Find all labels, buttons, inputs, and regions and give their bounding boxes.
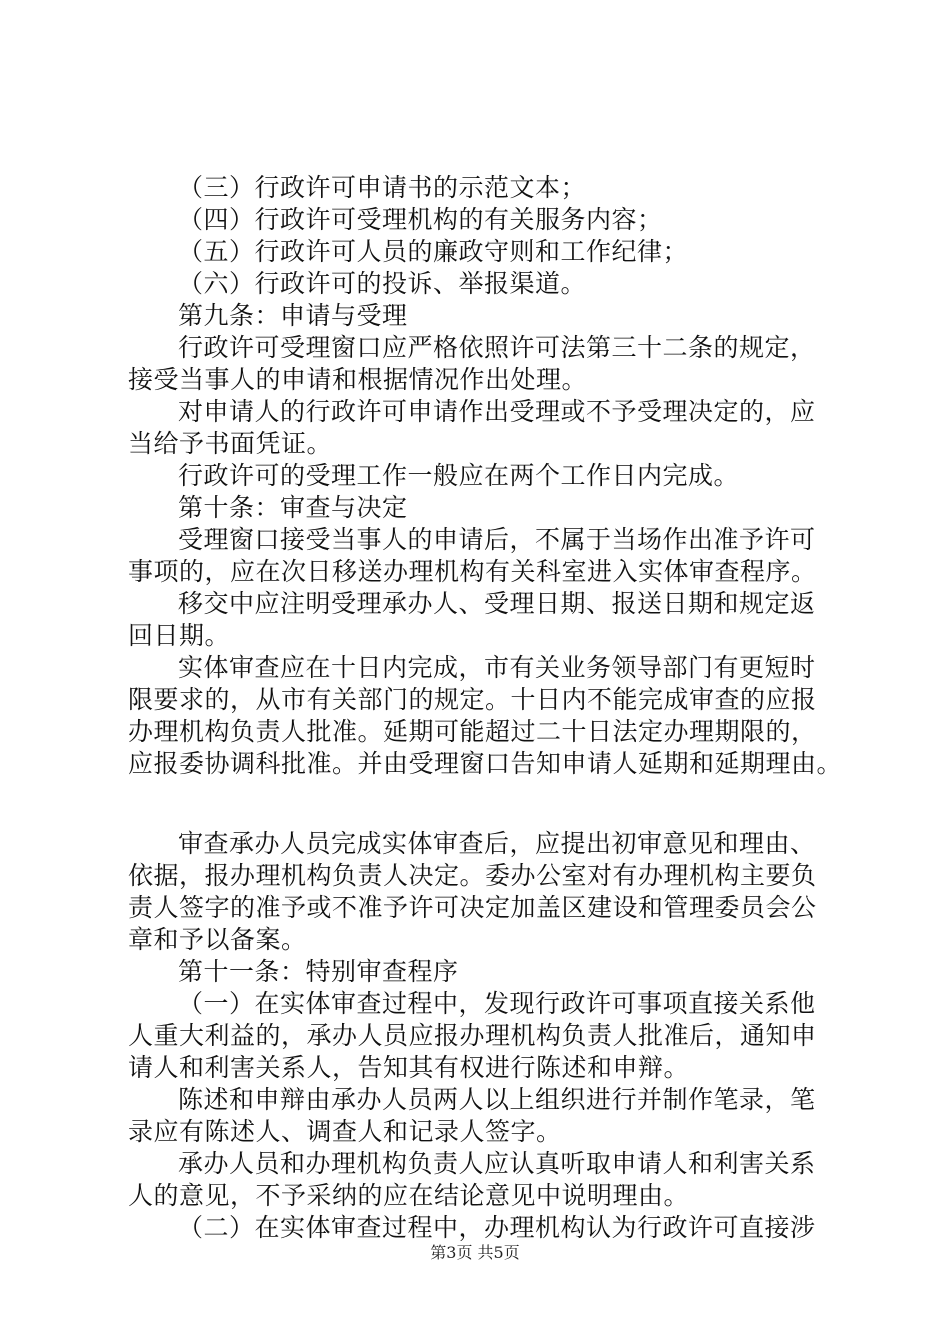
paragraph-line: 人的意见，不予采纳的应在结论意见中说明理由。 [128, 1181, 690, 1210]
section-heading: 第九条：申请与受理 [178, 301, 408, 330]
paragraph-line: 限要求的，从市有关部门的规定。十日内不能完成审查的应报 [128, 685, 817, 714]
paragraph-line: 行政许可受理窗口应严格依照许可法第三十二条的规定， [178, 333, 816, 362]
paragraph-line: 应报委协调科批准。并由受理窗口告知申请人延期和延期理由。 [128, 749, 843, 778]
paragraph-line: 请人和利害关系人，告知其有权进行陈述和申辩。 [128, 1053, 690, 1082]
paragraph-gap [128, 780, 848, 828]
paragraph-line: （五）行政许可人员的廉政守则和工作纪律； [178, 237, 689, 266]
paragraph-line: 当给予书面凭证。 [128, 429, 333, 458]
paragraph-line: （一）在实体审查过程中，发现行政许可事项直接关系他 [178, 989, 816, 1018]
paragraph-line: 接受当事人的申请和根据情况作出处理。 [128, 365, 588, 394]
paragraph-line: 受理窗口接受当事人的申请后，不属于当场作出准予许可 [178, 525, 816, 554]
paragraph-line: （二）在实体审查过程中，办理机构认为行政许可直接涉 [178, 1213, 816, 1242]
paragraph-line: 实体审查应在十日内完成，市有关业务领导部门有更短时 [178, 653, 816, 682]
paragraph-line: 回日期。 [128, 621, 231, 650]
page-number-footer: 第3页 共5页 [430, 1243, 520, 1262]
paragraph-line: 事项的，应在次日移送办理机构有关科室进入实体审查程序。 [128, 557, 817, 586]
paragraph-line: （六）行政许可的投诉、举报渠道。 [178, 269, 587, 298]
paragraph-line: 责人签字的准予或不准予许可决定加盖区建设和管理委员会公 [128, 893, 817, 922]
paragraph-line: 对申请人的行政许可申请作出受理或不予受理决定的，应 [178, 397, 816, 426]
document-body [128, 172, 848, 1244]
paragraph-line: 办理机构负责人批准。延期可能超过二十日法定办理期限的， [128, 717, 817, 746]
paragraph-line: 承办人员和办理机构负责人应认真听取申请人和利害关系 [178, 1149, 816, 1178]
paragraph-line: （四）行政许可受理机构的有关服务内容； [178, 205, 663, 234]
section-heading: 第十一条：特别审查程序 [178, 957, 459, 986]
paragraph-line: 章和予以备案。 [128, 925, 307, 954]
paragraph-line: 陈述和申辩由承办人员两人以上组织进行并制作笔录，笔 [178, 1085, 816, 1114]
paragraph-line: 审查承办人员完成实体审查后，应提出初审意见和理由、 [178, 829, 816, 858]
paragraph-line: 录应有陈述人、调查人和记录人签字。 [128, 1117, 562, 1146]
paragraph-line: 移交中应注明受理承办人、受理日期、报送日期和规定返 [178, 589, 816, 618]
paragraph-line: 人重大利益的，承办人员应报办理机构负责人批准后，通知申 [128, 1021, 817, 1050]
paragraph-line: （三）行政许可申请书的示范文本； [178, 173, 587, 202]
paragraph-line: 依据，报办理机构负责人决定。委办公室对有办理机构主要负 [128, 861, 817, 890]
paragraph-line: 行政许可的受理工作一般应在两个工作日内完成。 [178, 461, 740, 490]
section-heading: 第十条：审查与决定 [178, 493, 408, 522]
